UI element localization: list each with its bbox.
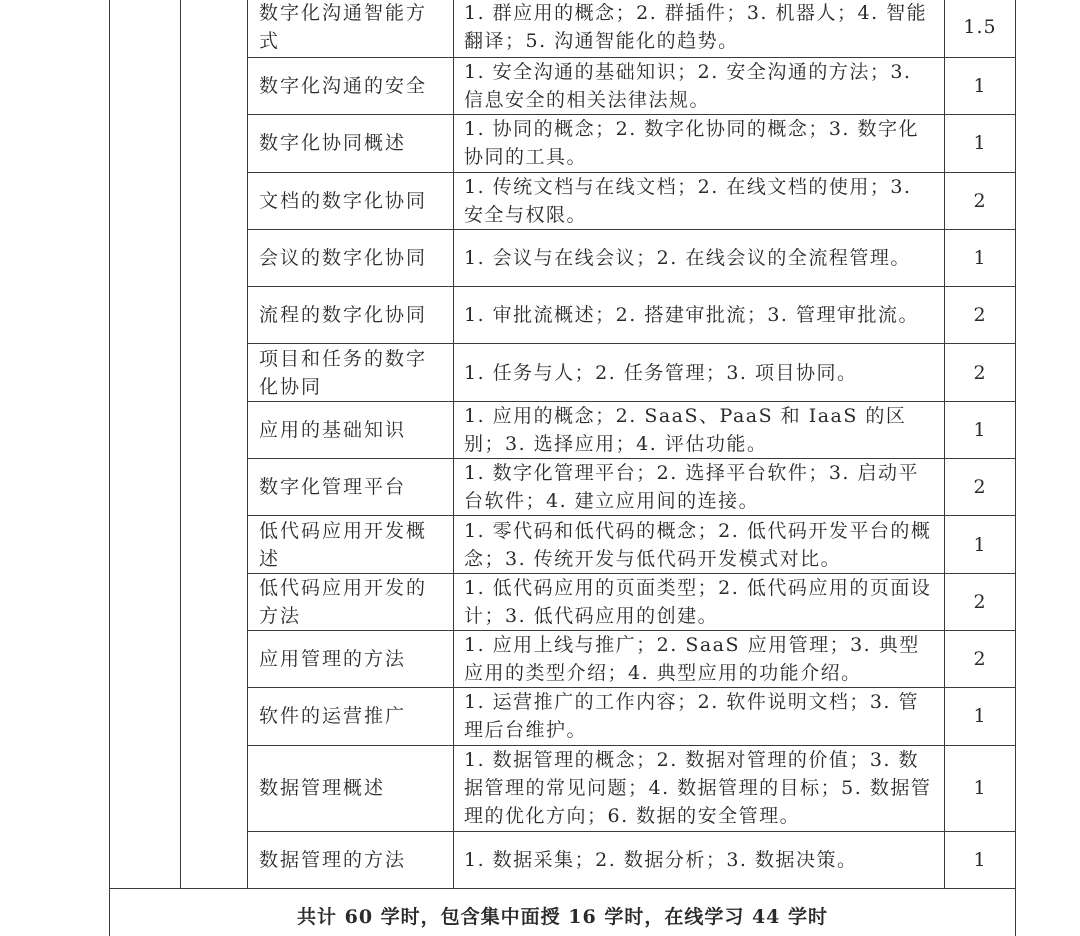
hours-cell: 2 [945,344,1016,401]
hours-cell: 2 [945,630,1016,687]
empty-cell [110,630,181,687]
table-row [110,344,1016,401]
content-cell: 1. 协同的概念；2. 数字化协同的概念；3. 数字化协同的工具。 [454,115,945,172]
hours-cell: 1.5 [945,0,1016,58]
topic-cell: 应用的基础知识 [248,401,454,458]
empty-cell [181,229,248,286]
table-row [110,688,1016,745]
empty-cell [181,516,248,573]
topic-cell: 数字化协同概述 [248,115,454,172]
topic-cell: 文档的数字化协同 [248,172,454,229]
empty-cell [181,287,248,344]
empty-cell [110,745,181,831]
topic-cell: 数字化沟通智能方式 [248,0,454,58]
empty-cell [181,459,248,516]
topic-cell: 流程的数字化协同 [248,287,454,344]
empty-cell [181,115,248,172]
empty-cell [110,172,181,229]
content-cell: 1. 传统文档与在线文档；2. 在线文档的使用；3. 安全与权限。 [454,172,945,229]
table-row [110,0,1016,58]
hours-cell: 1 [945,516,1016,573]
empty-cell [110,287,181,344]
hours-cell: 1 [945,58,1016,115]
hours-cell: 1 [945,229,1016,286]
topic-cell: 软件的运营推广 [248,688,454,745]
content-cell: 1. 数字化管理平台；2. 选择平台软件；3. 启动平台软件；4. 建立应用间的连接。 [454,459,945,516]
content-cell: 1. 应用上线与推广；2. SaaS 应用管理；3. 典型应用的类型介绍；4. 典型应用的功能介绍。 [454,630,945,687]
empty-cell [181,573,248,630]
content-cell: 1. 零代码和低代码的概念；2. 低代码开发平台的概念；3. 传统开发与低代码开发模式对比。 [454,516,945,573]
empty-cell [181,58,248,115]
topic-cell: 会议的数字化协同 [248,229,454,286]
content-cell: 1. 群应用的概念；2. 群插件；3. 机器人；4. 智能翻译；5. 沟通智能化的趋势。 [454,0,945,58]
empty-cell [110,0,181,58]
topic-cell: 低代码应用开发概述 [248,516,454,573]
table-row [110,573,1016,630]
table-row [110,745,1016,831]
topic-cell: 数字化管理平台 [248,459,454,516]
content-cell: 1. 审批流概述；2. 搭建审批流；3. 管理审批流。 [454,287,945,344]
hours-cell: 1 [945,831,1016,888]
table-row [110,287,1016,344]
empty-cell [110,573,181,630]
table-row [110,630,1016,687]
content-cell: 1. 会议与在线会议；2. 在线会议的全流程管理。 [454,229,945,286]
empty-cell [110,831,181,888]
table-row [110,115,1016,172]
empty-cell [110,58,181,115]
empty-cell [110,115,181,172]
topic-cell: 应用管理的方法 [248,630,454,687]
empty-cell [110,459,181,516]
topic-cell: 项目和任务的数字化协同 [248,344,454,401]
topic-cell: 低代码应用开发的方法 [248,573,454,630]
empty-cell [110,516,181,573]
hours-cell: 1 [945,688,1016,745]
summary-row [110,888,1016,936]
content-cell: 1. 低代码应用的页面类型；2. 低代码应用的页面设计；3. 低代码应用的创建。 [454,573,945,630]
empty-cell [110,401,181,458]
table-row [110,229,1016,286]
empty-cell [181,172,248,229]
empty-cell [110,344,181,401]
empty-cell [181,0,248,58]
table-row [110,831,1016,888]
hours-cell: 2 [945,172,1016,229]
topic-cell: 数据管理概述 [248,745,454,831]
table-row [110,516,1016,573]
empty-cell [181,344,248,401]
empty-cell [181,745,248,831]
topic-cell: 数字化沟通的安全 [248,58,454,115]
empty-cell [181,401,248,458]
empty-cell [181,688,248,745]
hours-cell: 2 [945,573,1016,630]
content-cell: 1. 任务与人；2. 任务管理；3. 项目协同。 [454,344,945,401]
table-row [110,459,1016,516]
hours-cell: 1 [945,745,1016,831]
hours-cell: 2 [945,459,1016,516]
hours-cell: 2 [945,287,1016,344]
topic-cell: 数据管理的方法 [248,831,454,888]
content-cell: 1. 数据管理的概念；2. 数据对管理的价值；3. 数据管理的常见问题；4. 数据管理的目标；5. 数据管理的优化方向；6. 数据的安全管理。 [454,745,945,831]
table-row [110,401,1016,458]
empty-cell [110,688,181,745]
empty-cell [181,831,248,888]
table-row [110,58,1016,115]
empty-cell [110,229,181,286]
empty-cell [181,630,248,687]
table-row [110,172,1016,229]
content-cell: 1. 安全沟通的基础知识；2. 安全沟通的方法；3. 信息安全的相关法律法规。 [454,58,945,115]
total-hours-summary: 共计 60 学时，包含集中面授 16 学时，在线学习 44 学时 [110,888,1016,936]
hours-cell: 1 [945,401,1016,458]
content-cell: 1. 运营推广的工作内容；2. 软件说明文档；3. 管理后台维护。 [454,688,945,745]
hours-cell: 1 [945,115,1016,172]
content-cell: 1. 数据采集；2. 数据分析；3. 数据决策。 [454,831,945,888]
course-table [109,0,1016,936]
content-cell: 1. 应用的概念；2. SaaS、PaaS 和 IaaS 的区别；3. 选择应用；4. 评估功能。 [454,401,945,458]
